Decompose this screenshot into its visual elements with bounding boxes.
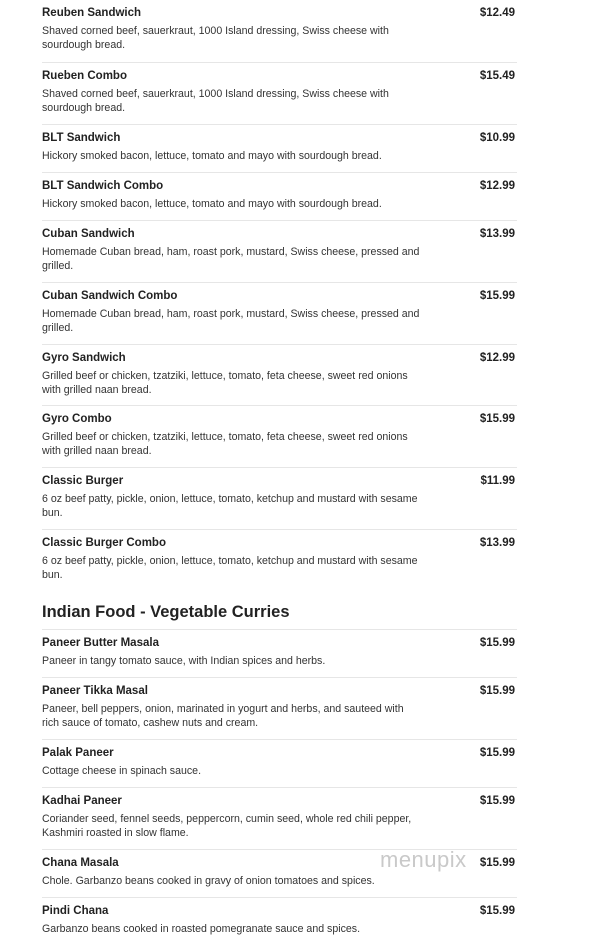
menu-item [42,282,517,344]
item-name: Gyro Combo [42,413,112,425]
item-description: Hickory smoked bacon, lettuce, tomato and mayo with sourdough bread. [42,150,382,162]
menu-item [42,467,517,529]
item-description: 6 oz beef patty, pickle, onion, lettuce, tomato, ketchup and mustard with sesame bun. [42,555,418,581]
item-name: Cuban Sandwich Combo [42,290,178,302]
menupix-watermark: menupix [380,847,467,872]
item-description: Shaved corned beef, sauerkraut, 1000 Island dressing, Swiss cheese with sourdough bread. [42,88,389,114]
item-description: Grilled beef or chicken, tzatziki, lettuce, tomato, feta cheese, sweet red onions with grilled naan bread. [42,370,408,396]
menu-item [42,405,517,467]
item-name: Cuban Sandwich [42,228,135,240]
item-price: $12.49 [479,7,515,19]
item-price: $15.99 [479,747,515,759]
item-description: Garbanzo beans cooked in roasted pomegranate sauce and spices. [42,923,361,935]
item-price: $12.99 [479,352,515,364]
item-name: Classic Burger [42,475,124,487]
item-description: Paneer in tangy tomato sauce, with Indian spices and herbs. [42,655,326,667]
item-name: Paneer Tikka Masal [42,685,148,697]
item-name: Classic Burger Combo [42,537,166,549]
item-price: $15.99 [479,290,515,302]
item-price: $13.99 [479,537,515,549]
menu-item [42,787,517,849]
menu-item [42,677,517,739]
menu-item [42,629,517,677]
item-description: Shaved corned beef, sauerkraut, 1000 Island dressing, Swiss cheese with sourdough bread. [42,25,389,51]
item-price: $15.99 [479,413,515,425]
item-description: Cottage cheese in spinach sauce. [42,765,202,777]
item-price: $10.99 [479,132,515,144]
item-name: BLT Sandwich [42,132,121,144]
item-price: $12.99 [479,180,515,192]
item-name: BLT Sandwich Combo [42,180,164,192]
item-name: Palak Paneer [42,747,114,759]
item-name: Gyro Sandwich [42,352,126,364]
menu-item [42,62,517,124]
item-price: $15.99 [479,795,515,807]
item-price: $15.99 [479,637,515,649]
item-description: Hickory smoked bacon, lettuce, tomato and mayo with sourdough bread. [42,198,382,210]
item-name: Rueben Combo [42,70,127,82]
section-title: Indian Food - Vegetable Curries [42,603,290,621]
item-price: $15.99 [479,685,515,697]
item-description: 6 oz beef patty, pickle, onion, lettuce, tomato, ketchup and mustard with sesame bun. [42,493,418,519]
item-description: Coriander seed, fennel seeds, peppercorn, cumin seed, whole red chili pepper, Kashmiri roasted in slow flame. [42,813,412,839]
item-name: Reuben Sandwich [42,7,142,19]
item-description: Homemade Cuban bread, ham, roast pork, mustard, Swiss cheese, pressed and grilled. [42,308,420,334]
item-price: $11.99 [480,475,515,487]
item-description: Chole. Garbanzo beans cooked in gravy of onion tomatoes and spices. [42,875,375,887]
item-price: $15.49 [479,70,515,82]
menu-item [42,172,517,220]
menu-item [42,344,517,405]
menu-item [42,897,517,943]
menu-item [42,124,517,172]
item-price: $15.99 [479,857,515,869]
item-name: Kadhai Paneer [42,795,122,807]
menu-item [42,0,517,62]
item-name: Paneer Butter Masala [42,637,159,649]
item-price: $13.99 [479,228,515,240]
item-description: Homemade Cuban bread, ham, roast pork, mustard, Swiss cheese, pressed and grilled. [42,246,420,272]
menu-item [42,220,517,282]
menu-item [42,739,517,787]
item-description: Paneer, bell peppers, onion, marinated in yogurt and herbs, and sauteed with rich sauce of tomato, cashew nuts and cream. [42,703,404,729]
item-name: Pindi Chana [42,905,109,917]
item-name: Chana Masala [42,857,119,869]
menu-item [42,529,517,591]
item-description: Grilled beef or chicken, tzatziki, lettuce, tomato, feta cheese, sweet red onions with grilled naan bread. [42,431,408,457]
item-price: $15.99 [479,905,515,917]
